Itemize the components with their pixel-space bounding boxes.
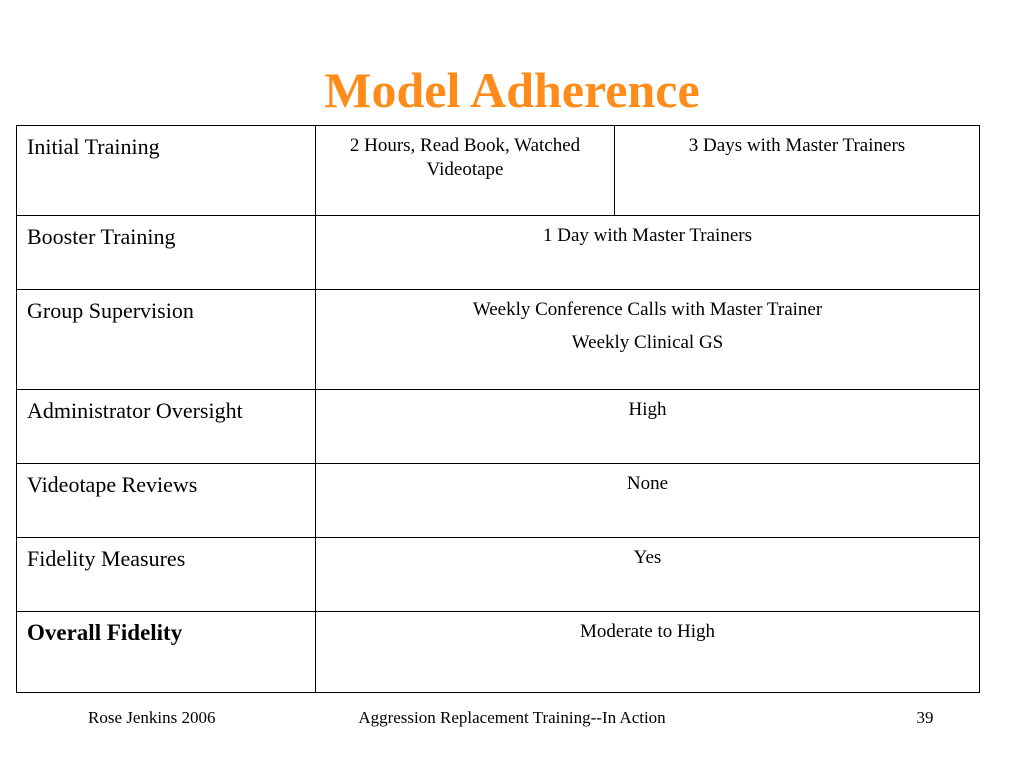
fidelity-measures-value: Yes — [316, 538, 980, 612]
table-row — [17, 390, 980, 464]
table-row — [17, 290, 980, 390]
model-adherence-table — [16, 125, 980, 693]
group-supervision-line-2: Weekly Clinical GS — [571, 332, 724, 353]
administrator-oversight-value: High — [316, 390, 980, 464]
initial-training-value-1: 2 Hours, Read Book, Watched Videotape — [316, 126, 615, 216]
table-row — [17, 216, 980, 290]
row-label-group-supervision: Group Supervision — [17, 290, 316, 390]
row-label-overall-fidelity: Overall Fidelity — [17, 612, 316, 693]
overall-fidelity-value: Moderate to High — [316, 612, 980, 693]
footer-page-number: 39 — [916, 708, 934, 727]
group-supervision-value — [316, 290, 980, 390]
table-row — [17, 538, 980, 612]
group-supervision-line-1: Weekly Conference Calls with Master Trainer — [472, 299, 823, 320]
booster-training-value: 1 Day with Master Trainers — [316, 216, 980, 290]
footer-author: Rose Jenkins 2006 — [88, 708, 216, 727]
row-label-initial-training: Initial Training — [17, 126, 316, 216]
row-label-videotape-reviews: Videotape Reviews — [17, 464, 316, 538]
row-label-administrator-oversight: Administrator Oversight — [17, 390, 316, 464]
videotape-reviews-value: None — [316, 464, 980, 538]
row-label-fidelity-measures: Fidelity Measures — [17, 538, 316, 612]
table-row — [17, 612, 980, 693]
initial-training-value-2: 3 Days with Master Trainers — [615, 126, 980, 216]
table-row — [17, 126, 980, 216]
slide-title: Model Adherence — [324, 62, 700, 118]
footer-presentation-title: Aggression Replacement Training--In Action — [358, 708, 666, 727]
table-row — [17, 464, 980, 538]
row-label-booster-training: Booster Training — [17, 216, 316, 290]
